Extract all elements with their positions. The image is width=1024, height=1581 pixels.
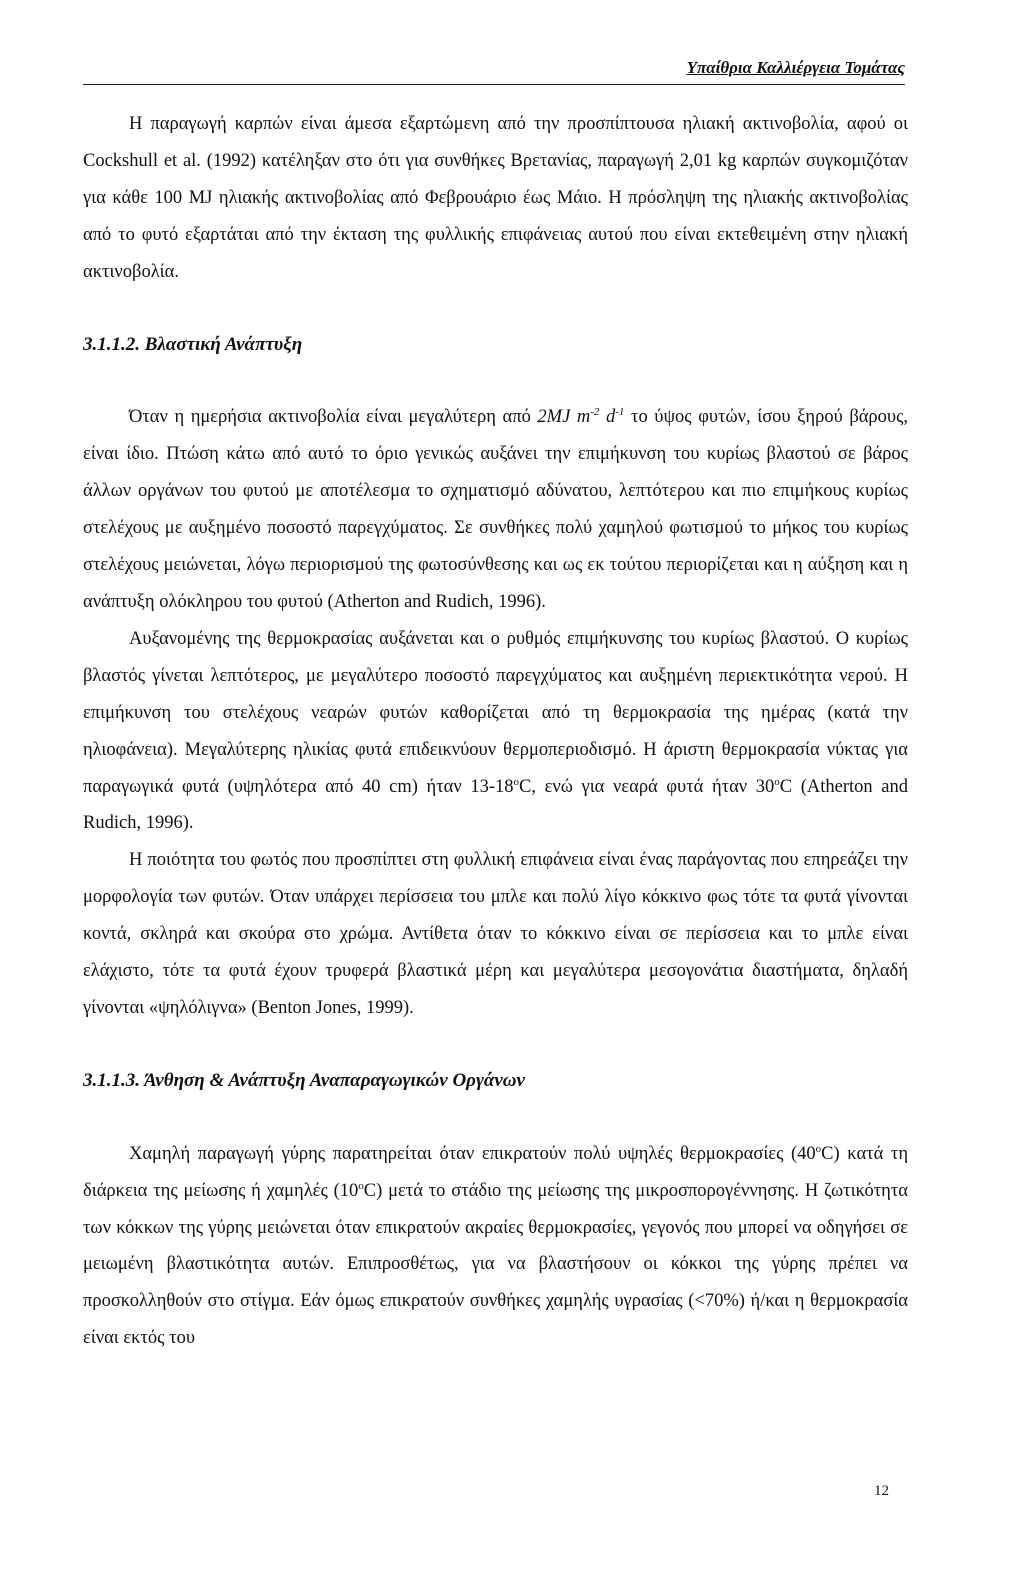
document-body [83,106,908,1357]
running-header [83,56,905,85]
paragraph-light-quality: Η ποιότητα του φωτός που προσπίπτει στη φυλλική επιφάνεια είναι ένας παράγοντας που επηρεάζει την μορφολογία των φυτών. Όταν υπάρχει περίσσεια του μπλε και πολύ λίγο κόκκινο φως τότε τα φυτά γίνονται κοντά, σκληρά και σκούρα στο χρώμα. Αντίθετα όταν το κόκκινο είναι σε περίσσεια και το μπλε είναι ελάχιστο, τότε τα φυτά έχουν τρυφερά βλαστικά μέρη και μεγαλύτερα μεσογονάτια διαστήματα, δηλαδή γίνονται «ψηλόλιγνα» (Benton Jones, 1999). [83,850,908,1018]
header-title: Υπαίθρια Καλλιέργεια Τομάτας [686,58,905,77]
paragraph-daily-radiation [83,399,908,620]
paragraph-pollen-production: Χαμηλή παραγωγή γύρης παρατηρείται όταν επικρατούν πολύ υψηλές θερμοκρασίες (40$^o$C) κατά τη διάρκεια της μείωσης ή χαμηλές (10$^o$C) μετά το στάδιο της μείωσης της μικροσπορογέννησης. Η ζωτικότητα των κόκκων της γύρης μειώνεται όταν επικρατούν ακραίες θερμοκρασίες, γεγονός που μπορεί να οδηγήσει σε μειωμένη βλαστικότητα αυτών. Επιπροσθέτως, για να βλαστήσουν οι κόκκοι της γύρης πρέπει να προσκολληθούν στο στίγμα. Εάν όμως επικρατούν συνθήκες χαμηλής υγρασίας (<70%) ή/και η θερμοκρασία είναι εκτός του [83,1142,908,1349]
paragraph-temperature-elongation: Αυξανομένης της θερμοκρασίας αυξάνεται και ο ρυθμός επιμήκυνσης του κυρίως βλαστού. Ο κυρίως βλαστός γίνεται λεπτότερος, με μεγαλύτερο ποσοστό παρεγχύματος και αυξημένη περιεκτικότητα νερού. Η επιμήκυνση του στελέχους νεαρών φυτών καθορίζεται από τη θερμοκρασία της ημέρας (κατά την ηλιοφάνεια). Μεγαλύτερης ηλικίας φυτά επιδεικνύουν θερμοπεριοδισμό. Η άριστη θερμοκρασία νύκτας για παραγωγικά φυτά (υψηλότερα από 40 cm) ήταν 13-18$^o$C, ενώ για νεαρά φυτά ήταν 30$^o$C (Atherton and Rudich, 1996). [83,628,908,834]
section-heading-flowering: 3.1.1.3. Άνθηση & Ανάπτυξη Αναπαραγωγικών Οργάνων [83,1069,525,1091]
text-run: Όταν η ημερήσια ακτινοβολία είναι μεγαλύτερη από [129,407,538,428]
page-number: 12 [874,1483,889,1499]
paragraph-solar-radiation: Η παραγωγή καρπών είναι άμεσα εξαρτώμενη από την προσπίπτουσα ηλιακή ακτινοβολία, αφού οι Cockshull et al. (1992) κατέληξαν στο ότι για συνθήκες Βρετανίας, παραγωγή 2,01 kg καρπών συγκομιζόταν για κάθε 100 MJ ηλιακής ακτινοβολίας από Φεβρουάριο έως Μάιο. Η πρόσληψη της ηλιακής ακτινοβολίας από το φυτό εξαρτάται από την έκταση της φυλλικής επιφάνειας αυτού που είναι εκτεθειμένη στην ηλιακή ακτινοβολία. [83,114,908,282]
text-run: το ύψος φυτών, ίσου ξηρού βάρους, είναι ίδιο. Πτώση κάτω από αυτό το όριο γενικώς αυξάνει την επιμήκυνση του κυρίως βλαστού σε βάρος άλλων οργάνων του φυτού με αποτέλεσμα το σχηματισμό αδύνατου, λεπτότερου και πιο επιμήκους κυρίως στελέχους με αυξημένο ποσοστό παρεγχύματος. Σε συνθήκες πολύ χαμηλού φωτισμού το μήκος του κυρίως στελέχους μειώνεται, λόγω περιορισμού της φωτοσύνθεσης και ως εκ τούτου περιορίζεται και η αύξηση και η ανάπτυξη ολόκληρου του φυτού (Atherton and Rudich, 1996). [83,407,909,612]
section-heading-vegetative-growth: 3.1.1.2. Βλαστική Ανάπτυξη [83,333,303,355]
radiation-unit: 2MJ $m^{-2}$ $d^{-1}$ [537,406,625,428]
